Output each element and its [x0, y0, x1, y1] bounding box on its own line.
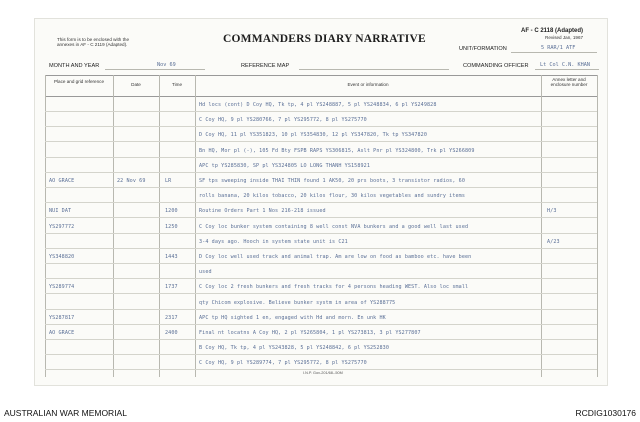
unit-value: 5 RAR/1 ATF: [541, 45, 576, 51]
row-event-cell: C Coy loc 2 fresh bunkers and fresh tracks for 4 persons heading WEST. Also loc small: [199, 284, 469, 291]
row-time-cell: 1200: [165, 208, 178, 215]
printer-line: I.N.P. Gov-201/68--50M: [303, 371, 343, 375]
row-event-cell: D Coy HQ, 11 pl YS351823, 10 pl YS354830, 12 pl YS347820, Tk tp YS347820: [199, 132, 428, 139]
row-date-cell: 22 Nov 69: [117, 178, 146, 184]
col-header-place: Place and grid reference: [53, 79, 105, 84]
row-place-cell: AO GRACE: [49, 178, 75, 184]
commanding-officer-value: Lt Col C.N. KHAN: [540, 62, 590, 68]
row-place-cell: AO GRACE: [49, 330, 75, 336]
footer-record-id: RCDIG1030176: [575, 408, 636, 418]
enclosure-note-line-2: annexes in AF - C 2119 (Adapted).: [57, 42, 128, 47]
commanding-officer-label: COMMANDING OFFICER: [463, 63, 529, 69]
row-time-cell: 1737: [165, 284, 178, 291]
page-title: COMMANDERS DIARY NARRATIVE: [223, 33, 426, 45]
row-time-cell: 1443: [165, 254, 178, 260]
row-event-cell: Routine Orders Part 1 Nos 216-218 issued: [199, 208, 326, 215]
col-header-time: Time: [171, 82, 183, 87]
col-header-annex: Annex letter and enclosure number: [550, 77, 588, 87]
reference-map-label: REFERENCE MAP: [241, 63, 290, 69]
row-event-cell: C Coy HQ, 9 pl YS289774, 7 pl YS295772, 8 pl YS275770: [199, 360, 367, 367]
row-place-cell: NUI DAT: [49, 208, 72, 215]
diary-sheet: [34, 18, 608, 386]
row-event-cell: APC tp YS285830, SP pl YS324805 LO LONG THANH YS158921: [199, 162, 371, 169]
row-place-cell: YS287817: [49, 314, 75, 321]
month-year-value: Nov 69: [157, 62, 176, 68]
row-place-cell: YS348820: [49, 254, 75, 260]
row-annex-cell: H/3: [547, 208, 557, 215]
unit-label: UNIT/FORMATION: [459, 46, 507, 52]
row-time-cell: 2317: [165, 314, 178, 321]
footer-source: AUSTRALIAN WAR MEMORIAL: [4, 408, 127, 418]
row-event-cell: qty Chicom explosive. Believe bunker systm in area of YS288775: [199, 299, 396, 306]
row-time-cell: 1250: [165, 223, 178, 230]
col-header-event: Event or information: [347, 82, 389, 87]
row-event-cell: C Coy loc bunker system containing 8 well const NVA bunkers and a good well last used: [199, 223, 469, 230]
row-event-cell: APC tp HQ sighted 1 en, engaged with Hd and morn. En unk HK: [199, 314, 386, 321]
form-number: AF - C 2118 (Adapted): [521, 28, 584, 34]
row-annex-cell: A/23: [547, 238, 560, 245]
row-event-cell: Final nt locatns A Coy HQ, 2 pl YS265804, 1 pl YS273813, 3 pl YS277807: [199, 330, 421, 336]
row-event-cell: D Coy loc well used track and animal trap. Am are low on food as bamboo etc. have been: [199, 254, 472, 260]
row-event-cell: SF tps sweeping inside THAI THIN found 1 AK50, 20 prs boots, 3 transistor radios, 60: [199, 178, 466, 184]
row-event-cell: Bn HQ, Mor pl (-), 105 Fd Bty FSPB RAPS YS306815, Aslt Pnr pl YS324800, Trk pl YS266809: [199, 147, 475, 154]
col-header-date: Date: [131, 82, 141, 87]
enclosure-note-line-1: This form is to be enclosed with the: [57, 37, 130, 42]
row-event-cell: B Coy HQ, Tk tp, 4 pl YS243828, 5 pl YS248842, 6 pl YS252830: [199, 345, 390, 352]
row-place-cell: YS289774: [49, 284, 75, 291]
row-time-cell: 2400: [165, 330, 178, 336]
form-revised: Revised Jan, 1967: [545, 35, 584, 40]
row-time-cell: LR: [165, 178, 172, 184]
month-year-label: MONTH AND YEAR: [49, 63, 100, 69]
row-event-cell: 3-4 days ago. Hooch in system state unit is C21: [199, 238, 348, 245]
row-event-cell: Hd locs (cont) D Coy HQ, Tk tp, 4 pl YS248887, 5 pl YS248834, 6 pl YS249828: [199, 102, 437, 108]
row-event-cell: rolls banana, 20 kilos tobacco, 20 kilos flour, 30 kilos vegetables and sundry items: [199, 193, 466, 200]
row-event-cell: C Coy HQ, 9 pl YS280766, 7 pl YS295772, 8 pl YS275770: [199, 117, 367, 124]
row-event-cell: used: [199, 269, 212, 276]
row-place-cell: YS297772: [49, 223, 75, 230]
